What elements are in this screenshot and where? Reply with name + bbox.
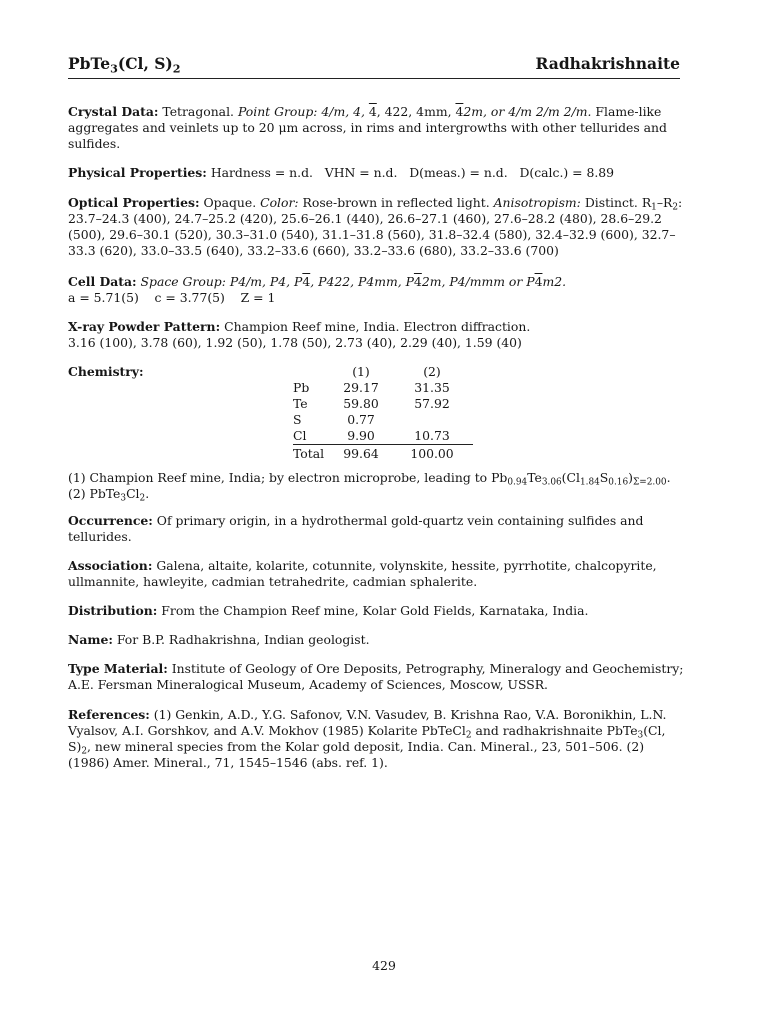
reflectance-label: R — [641, 195, 652, 210]
element-cell: S — [293, 412, 302, 427]
note-subscript: 2 — [139, 493, 146, 504]
reference-subscript: 2 — [465, 730, 472, 741]
section-label: X-ray Powder Pattern: — [68, 319, 221, 334]
note-text: Cl — [126, 486, 140, 501]
page-number: 429 — [372, 958, 396, 973]
type-material-section — [68, 661, 688, 693]
section-label: Distribution: — [68, 603, 158, 618]
formula-subscript: 2 — [172, 62, 181, 76]
point-group-text: 4 — [368, 104, 377, 119]
element-cell: Cl — [293, 428, 307, 443]
note-subscript: Σ=2.00 — [632, 477, 667, 488]
note-subscript: 3.06 — [541, 477, 562, 488]
section-label: Crystal Data: — [68, 104, 159, 119]
section-label: References: — [68, 707, 150, 722]
note-text: . — [145, 486, 150, 501]
space-group-text: 4 — [413, 274, 422, 289]
distribution-text: From the Champion Reef mine, Kolar Gold Fields, Karnataka, India. — [161, 603, 589, 618]
value-cell: 10.73 — [414, 428, 450, 443]
table-row — [293, 396, 473, 412]
element-cell: Te — [293, 396, 308, 411]
section-label: Occurrence: — [68, 513, 153, 528]
mineral-name: Radhakrishnaite — [535, 54, 680, 73]
value-cell: 0.77 — [347, 412, 375, 427]
reference-text: and radhakrishnaite PbTe — [471, 723, 638, 738]
formula-text: (Cl, S) — [117, 54, 173, 73]
space-group-text: 4 — [302, 274, 311, 289]
column-header: (2) — [423, 364, 441, 379]
note-text: (2) PbTe — [68, 486, 121, 501]
xray-source: Champion Reef mine, India. Electron diffraction. — [224, 319, 531, 334]
value-cell: 57.92 — [414, 396, 450, 411]
reference-text: (Cl, S) — [68, 723, 666, 754]
xray-pattern: 3.16 (100), 3.78 (60), 1.92 (50), 1.78 (50), 2.73 (40), 2.29 (40), 1.59 (40) — [68, 335, 522, 350]
reference-subscript: 3 — [637, 730, 644, 741]
section-label: Name: — [68, 632, 113, 647]
table-row — [293, 412, 473, 428]
space-group-text: , P422, P4mm, P — [310, 274, 414, 289]
cell-parameters: a = 5.71(5) c = 3.77(5) Z = 1 — [68, 290, 276, 305]
space-group-label: Space Group: — [140, 274, 226, 289]
section-label: Chemistry: — [68, 364, 144, 379]
table-header-row — [293, 364, 473, 380]
crystal-data-section — [68, 104, 688, 152]
space-group-text: P4/m, P4, P — [229, 274, 303, 289]
note-subscript: 1.84 — [579, 477, 600, 488]
formula-subscript: 3 — [110, 62, 118, 76]
value-cell: 99.64 — [331, 445, 391, 463]
anisotropism-label: Anisotropism: — [493, 195, 581, 210]
note-text: . — [666, 470, 671, 485]
note-text: Te — [527, 470, 542, 485]
color-label: Color: — [260, 195, 299, 210]
page-header — [68, 54, 680, 79]
reflectance-subscript: 1 — [651, 202, 657, 213]
physical-properties-section — [68, 165, 688, 181]
space-group-text: 2m, P4/mmm or P — [421, 274, 535, 289]
name-text: For B.P. Radhakrishna, Indian geologist. — [116, 632, 370, 647]
column-header: (1) — [352, 364, 370, 379]
section-label: Optical Properties: — [68, 195, 200, 210]
point-group-text: , 422, 4mm, — [376, 104, 452, 119]
anisotropism-text: Distinct. — [584, 195, 638, 210]
point-group-text: 4/m, 4, — [321, 104, 365, 119]
formula-title — [68, 54, 181, 76]
section-label: Cell Data: — [68, 274, 137, 289]
point-group-text: 2m, or 4/m 2/m 2/m. — [463, 104, 592, 119]
occurrence-section — [68, 513, 688, 545]
reference-text: , new mineral species from the Kolar gold deposit, India. Can. Mineral., 23, 501–506. (2) (1986) Amer. Mineral., 71, 1545–1546 (abs. ref. 1). — [68, 739, 645, 770]
element-cell: Total — [293, 445, 331, 463]
value-cell — [391, 412, 473, 428]
optical-text: Opaque. — [203, 195, 257, 210]
association-text: Galena, altaite, kolarite, cotunnite, volynskite, hessite, pyrrhotite, chalcopyrite, ullmannite, hawleyite, cadmian tetrahedrite, cadmian sphalerite. — [68, 558, 657, 589]
habit-text: Flame-like aggregates and veinlets up to 20 μm across, in rims and intergrowths with other tellurides and sulfides. — [68, 104, 667, 151]
point-group-text: 4 — [455, 104, 464, 119]
point-group-label: Point Group: — [237, 104, 318, 119]
distribution-section — [68, 603, 688, 619]
note-subscript: 0.16 — [608, 477, 629, 488]
space-group-text: 4 — [534, 274, 543, 289]
table-row — [293, 380, 473, 396]
note-subscript: 3 — [120, 493, 127, 504]
table-total-row — [293, 445, 473, 463]
space-group-text: m2. — [542, 274, 567, 289]
chemistry-table — [293, 364, 473, 462]
element-cell: Pb — [293, 380, 310, 395]
color-text: Rose-brown in reflected light. — [302, 195, 490, 210]
section-label: Association: — [68, 558, 153, 573]
occurrence-text: Of primary origin, in a hydrothermal gold-quartz vein containing sulfides and tellurides. — [68, 513, 644, 544]
reference-subscript: 2 — [81, 746, 87, 757]
value-cell: 59.80 — [343, 396, 379, 411]
reflectance-subscript: 2 — [672, 202, 679, 213]
physical-text: Hardness = n.d. VHN = n.d. D(meas.) = n.d. D(calc.) = 8.89 — [210, 165, 615, 180]
type-material-text: Institute of Geology of Ore Deposits, Petrography, Mineralogy and Geochemistry; A.E. Fersman Mineralogical Museum, Academy of Sciences, Moscow, USSR. — [68, 661, 684, 692]
value-cell: 9.90 — [347, 428, 375, 443]
value-cell: 29.17 — [343, 380, 379, 395]
note-text: ) — [628, 470, 633, 485]
note-text: (1) Champion Reef mine, India; by electron microprobe, leading to Pb — [68, 470, 508, 485]
table-row — [293, 428, 473, 445]
reflectance-label: –R — [656, 195, 673, 210]
note-text: (Cl — [561, 470, 580, 485]
value-cell: 100.00 — [391, 445, 473, 463]
name-section — [68, 632, 688, 648]
association-section — [68, 558, 688, 590]
section-label: Physical Properties: — [68, 165, 207, 180]
value-cell: 31.35 — [414, 380, 450, 395]
chemistry-notes — [68, 470, 688, 502]
note-subscript: 0.94 — [507, 477, 528, 488]
optical-properties-section — [68, 195, 688, 259]
section-label: Type Material: — [68, 661, 168, 676]
reference-text: (1) Genkin, A.D., Y.G. Safonov, V.N. Vasudev, B. Krishna Rao, V.A. Boronikhin, L.N. Vyalsov, A.I. Gorshkov, and A.V. Mokhov (1985) Kolarite PbTeCl — [68, 707, 667, 738]
formula-text: PbTe — [68, 54, 111, 73]
references-section — [68, 707, 688, 771]
cell-data-section — [68, 274, 688, 306]
xray-section — [68, 319, 688, 351]
crystal-system: Tetragonal. — [162, 104, 234, 119]
note-text: S — [599, 470, 609, 485]
reflectance-values: : 23.7–24.3 (400), 24.7–25.2 (420), 25.6–26.1 (440), 26.6–27.1 (460), 27.6–28.2 (480), 28.6–29.2 (500), 29.6–30.1 (520), 30.3–31.0 (540), 31.1–31.8 (560), 31.8–32.4 (580), 32.4–32.9 (600), 32.7–33.3 (620), 33.0–33.5 (640), 33.2–33.6 (660), 33.2–33.6 (680), 33.2–33.6 (700) — [68, 195, 683, 258]
